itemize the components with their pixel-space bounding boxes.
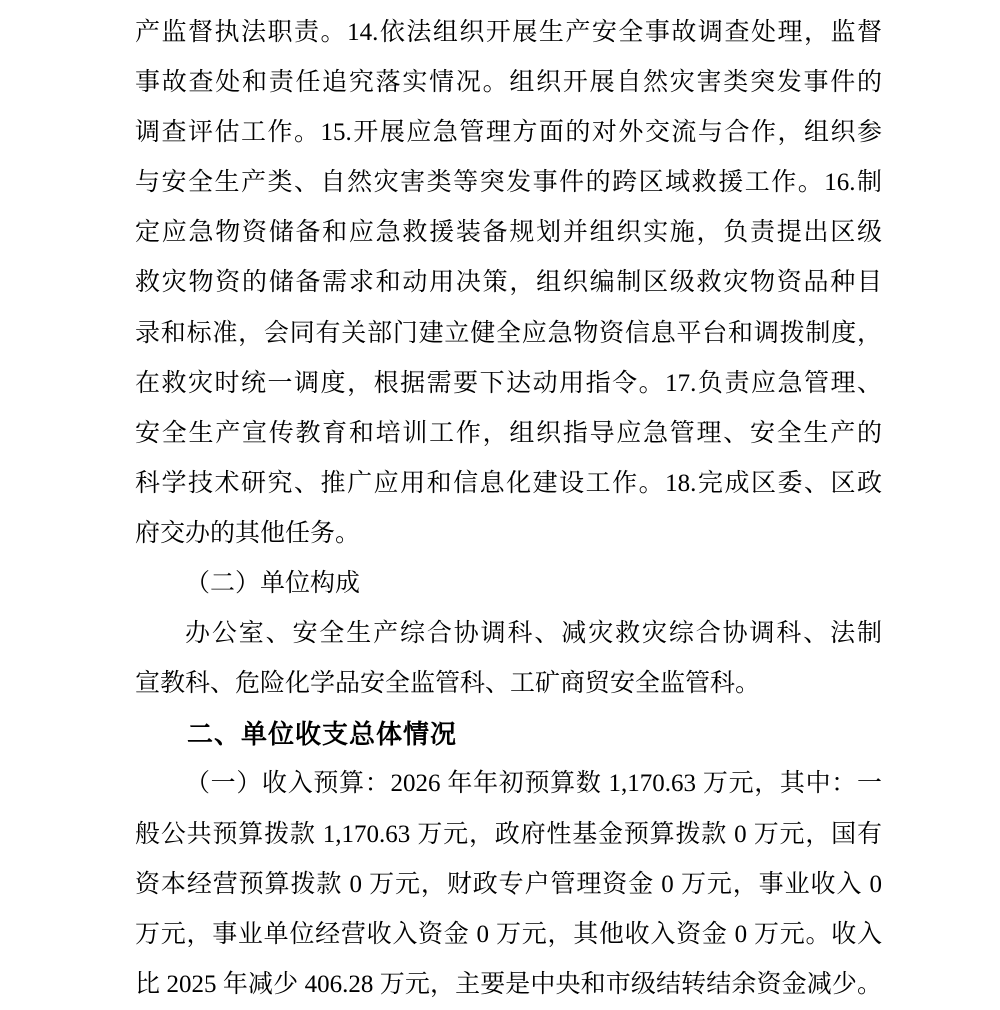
- text-line: 救灾物资的储备需求和动用决策，组织编制区级救灾物资品种目: [135, 269, 882, 297]
- duties-paragraph-continuation: [135, 8, 882, 559]
- text-line: 产监督执法职责。14.依法组织开展生产安全事故调查处理，监督: [135, 19, 882, 46]
- text-line: 宣教科、危险化学品安全监管科、工矿商贸安全监管科。: [135, 670, 761, 698]
- text-line: 办公室、安全生产综合协调科、减灾救灾综合协调科、法制: [185, 620, 882, 648]
- subsection-unit-composition-title: [135, 559, 882, 609]
- text-line: 调查评估工作。15.开展应急管理方面的对外交流与合作，组织参: [135, 119, 882, 147]
- text-line: 府交办的其他任务。: [135, 519, 361, 547]
- text-line: 般公共预算拨款 1,170.63 万元，政府性基金预算拨款 0 万元，国有: [135, 820, 882, 848]
- text-line: 安全生产宣传教育和培训工作，组织指导应急管理、安全生产的: [135, 419, 882, 447]
- text-line: （一）收入预算：2026 年年初预算数 1,170.63 万元，其中：一: [185, 770, 882, 798]
- text-line: 比 2025 年减少 406.28 万元，主要是中央和市级结转结余资金减少。: [135, 970, 882, 998]
- text-line: 录和标准，会同有关部门建立健全应急物资信息平台和调拨制度，: [135, 319, 882, 347]
- section-ii-heading: [135, 709, 882, 759]
- unit-composition-paragraph: [135, 609, 882, 709]
- document-text-column: [135, 8, 882, 1010]
- text-line: 二、单位收支总体情况: [187, 719, 458, 750]
- text-line: 在救灾时统一调度，根据需要下达动用指令。17.负责应急管理、: [135, 369, 882, 397]
- text-line: 定应急物资储备和应急救援装备规划并组织实施，负责提出区级: [135, 219, 882, 247]
- text-line: （二）单位构成: [185, 570, 361, 598]
- income-budget-paragraph: [135, 759, 882, 1009]
- text-line: 事故查处和责任追究落实情况。组织开展自然灾害类突发事件的: [135, 69, 882, 97]
- text-line: 万元，事业单位经营收入资金 0 万元，其他收入资金 0 万元。收入: [135, 920, 882, 948]
- text-line: 资本经营预算拨款 0 万元，财政专户管理资金 0 万元，事业收入 0: [135, 870, 882, 898]
- text-line: 科学技术研究、推广应用和信息化建设工作。18.完成区委、区政: [135, 469, 882, 497]
- text-line: 与安全生产类、自然灾害类等突发事件的跨区域救援工作。16.制: [135, 169, 882, 197]
